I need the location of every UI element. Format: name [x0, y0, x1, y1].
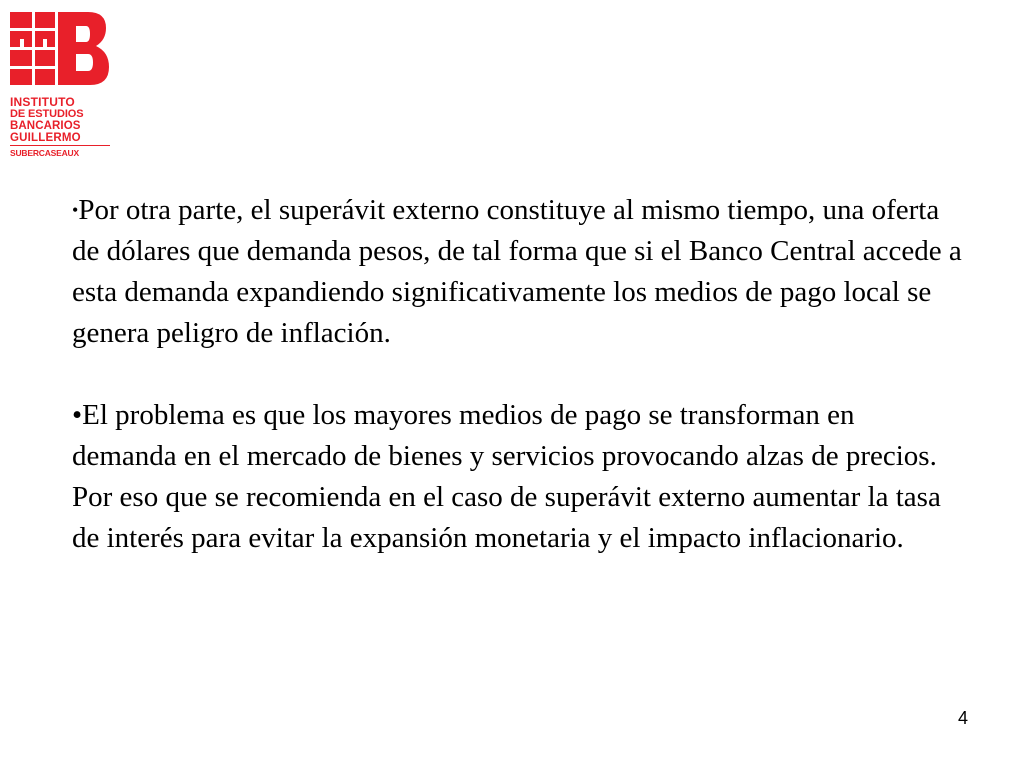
- slide-body: [72, 190, 962, 559]
- institute-logo: [10, 12, 110, 162]
- paragraph-text: El problema es que los mayores medios de pago se transforman en demanda en el mercado de bienes y servicios provocando alzas de precios. Por eso que se recomienda en el caso de superávit externo aumentar la tasa de interés para evitar la expansión monetaria y el impacto inflacionario.: [72, 399, 941, 554]
- logo-line-1: INSTITUTO: [10, 95, 75, 109]
- logo-line-4: GUILLERMO: [10, 132, 81, 144]
- ieb-logo-mark-icon: [10, 12, 110, 92]
- page-number: 4: [957, 708, 968, 728]
- bullet: •: [72, 200, 79, 220]
- bullet: •: [72, 399, 83, 431]
- paragraph-problema: [72, 395, 962, 559]
- logo-text: [10, 96, 110, 159]
- logo-line-2: DE ESTUDIOS: [10, 108, 84, 120]
- logo-line-3: BANCARIOS: [10, 120, 81, 132]
- paragraph-superavit: [72, 190, 962, 354]
- paragraph-text: Por otra parte, el superávit externo constituye al mismo tiempo, una oferta de dólares que demanda pesos, de tal forma que si el Banco Central accede a esta demanda expandiendo significativamente los medios de pago local se genera peligro de inflación.: [72, 194, 962, 349]
- logo-line-5: SUBERCASEAUX: [10, 145, 110, 159]
